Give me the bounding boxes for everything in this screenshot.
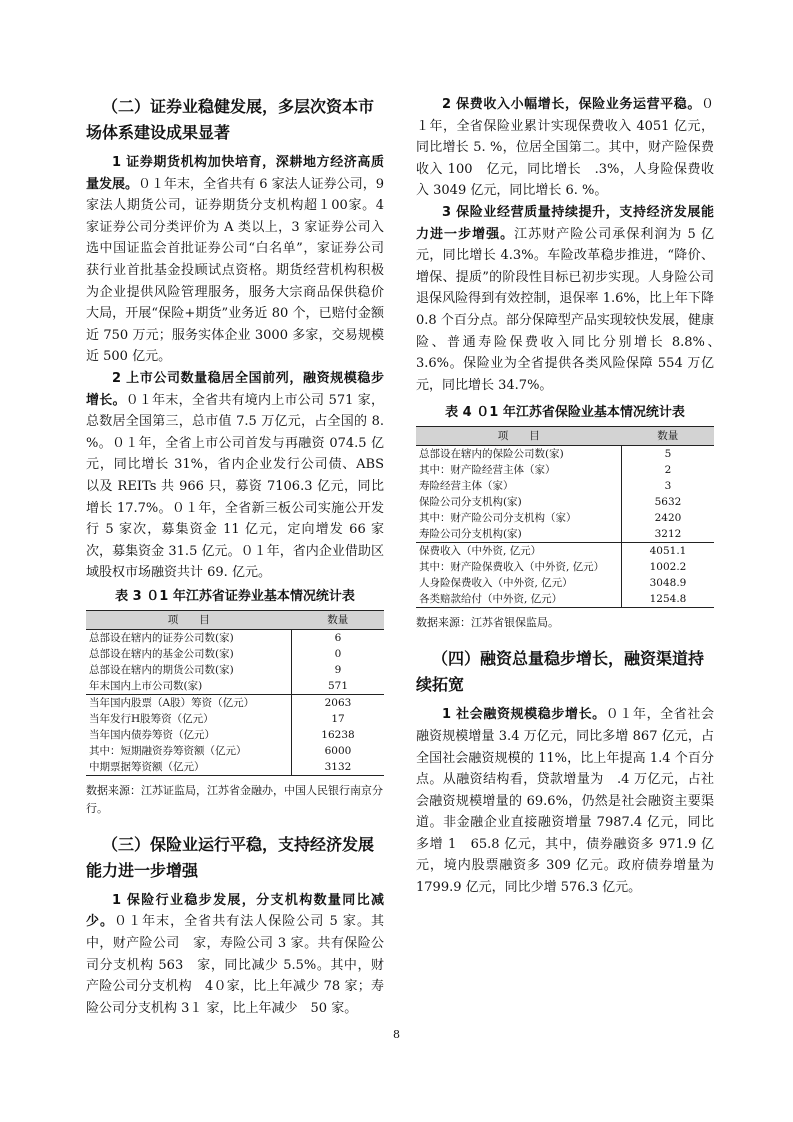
row-label: 其中：短期融资券筹资额（亿元） [89, 744, 247, 757]
table-row [86, 629, 384, 646]
row-value: 3132 [292, 759, 385, 776]
table-row [416, 510, 714, 526]
header-quantity: 数量 [292, 610, 385, 629]
row-value: 4051.1 [622, 543, 715, 560]
row-label: 总部设在辖内的保险公司数(家) [419, 448, 564, 461]
row-value: 5 [622, 446, 715, 463]
row-value: 2420 [622, 510, 715, 526]
header-item: 项 目 [86, 610, 292, 629]
row-value: 3 [622, 478, 715, 494]
row-value: 6 [292, 629, 385, 646]
table-header-row [416, 427, 714, 446]
table-row [86, 694, 384, 711]
table-row [416, 478, 714, 494]
paragraph-lead: 2 保费收入小幅增长，保险业务运营平稳。 [442, 97, 701, 112]
paragraph-text: ０１年，全省社会融资规模增量 3.4 万亿元，同比多增 867 亿元，占全国社会融资规模的 11%，比上年提高 1.4 个百分点。从融资结构看，贷款增量为 .4 万亿元，占社会融资规模增量的 69.6%，仍然是社会融资主要渠道。非金融企业直接融资增量 7987.4 亿元，同比多增 1 65.8 亿元，其中，债券融资多 971.9 亿元，境内股票融资多 309 亿元。政府债券增量为 1799.9 亿元，同比少增 576.3 亿元。 [416, 707, 714, 896]
row-label: 年末国内上市公司数(家) [89, 679, 203, 692]
paragraph-lead: 1 证券期货机构加快培育，深耕地方经济高质量发展。 [86, 155, 384, 192]
row-label: 保险公司分支机构(家) [419, 496, 522, 509]
paragraph-premium-income [416, 94, 714, 202]
table-row [86, 759, 384, 776]
section-heading-insurance: （三）保险业运行平稳，支持经济发展能力进一步增强 [86, 834, 375, 880]
table-row [416, 446, 714, 463]
table-row [416, 494, 714, 510]
row-label: 总部设在辖内的期货公司数(家) [89, 663, 234, 676]
row-label: 其中：财产险公司分支机构（家） [419, 512, 577, 525]
left-column [86, 94, 384, 1019]
row-label: 寿险公司分支机构(家) [419, 528, 522, 541]
table-row [86, 678, 384, 695]
row-value: 9 [292, 662, 385, 678]
paragraph-insurance-quality [416, 202, 728, 396]
row-value: 16238 [292, 727, 385, 743]
table-3-securities [86, 610, 384, 776]
row-label: 其中：财产险经营主体（家） [419, 464, 556, 477]
paragraph-social-financing [416, 704, 714, 898]
table-row [86, 662, 384, 678]
row-value: 3212 [622, 526, 715, 543]
row-label: 总部设在辖内的证券公司数(家) [89, 631, 234, 644]
table-row [416, 543, 714, 560]
row-label: 其中：财产险保费收入（中外资, 亿元） [419, 561, 605, 574]
table-4-insurance [416, 426, 714, 608]
row-label: 中期票据筹资额（亿元） [86, 759, 292, 776]
section-heading-securities: （二）证券业稳健发展，多层次资本市场体系建设成果显著 [86, 97, 375, 142]
header-item: 项 目 [416, 427, 622, 446]
section-heading-financing: （四）融资总量稳步增长，融资渠道持续拓宽 [416, 649, 705, 695]
row-label: 寿险经营主体（家） [419, 480, 514, 493]
table-row [86, 646, 384, 662]
header-quantity: 数量 [622, 427, 715, 446]
paragraph-text: ０１年末，全省共有法人保险公司 5 家。其中，财产险公司 家，寿险公司 3 家。共有保险公司分支机构 563 家，同比减少 5.5%。其中，财产险公司分支机构 4０家，比上年减少 78 家；寿险公司分支机构 3１ 家，比上年减少 50 家。 [86, 914, 384, 1016]
row-value: 2063 [292, 694, 385, 711]
row-value: 1254.8 [622, 591, 715, 608]
row-value: 17 [292, 711, 385, 727]
row-value: 571 [292, 678, 385, 695]
row-label: 当年发行H股筹资（亿元） [89, 712, 214, 725]
paragraph-text: ０１年，全省保险业累计实现保费收入 4051 亿元，同比增长 5. %，位居全国第二。其中，财产险保费收入 100 亿元，同比增长 .3%，人身险保费收入 3049 亿元，同比增长 6. %。 [416, 97, 714, 199]
table-row [416, 462, 714, 478]
row-value: 2 [622, 462, 715, 478]
row-label: 当年国内债券筹资（亿元） [89, 728, 215, 741]
row-value: 1002.2 [622, 559, 715, 575]
table-row [416, 575, 714, 591]
paragraph-lead: 1 保险行业稳步发展，分支机构数量同比减少。 [86, 892, 384, 930]
table-row [86, 727, 384, 743]
table-row [86, 743, 384, 759]
table-row [416, 559, 714, 575]
paragraph-text: ０１年末，全省共有 6 家法人证券公司，9 家法人期货公司，证券期货分支机构超１00家。4 家证券公司分类评价为 A 类以上，3 家证券公司入选中国证监会首批证券公司“白名单”，家证券公司获行业首批基金投顾试点资格。期货经营机构积极为企业提供风险管理服务，服务大宗商品保供稳价大局，开展“保险+期货”业务近 80 个，已赔付金额近 750 万元；服务实体企业 3000 多家，交易规模近 500 亿元。 [86, 176, 384, 365]
table-4-source: 数据来源：江苏省银保监局。 [416, 616, 559, 630]
paragraph-text: 江苏财产险公司承保利润为 5 亿元，同比增长 4.3%。车险改革稳步推进，“降价、增保、提质”的阶段性目标已初步实现。人身险公司退保风险得到有效控制，退保率 1.6%，比上年下降 0.8 个百分点。部分保障型产品实现较快发展，健康险、普通寿险保费收入同比分别增长 8.8%、 3.6%。保险业为全省提供各类风险保障 554 万亿元，同比增长 34.7%。 [416, 226, 728, 393]
paragraph-lead: 2 上市公司数量稳居全国前列，融资规模稳步增长。 [86, 370, 384, 408]
table-3-source: 数据来源：江苏证监局，江苏省金融办，中国人民银行南京分行。 [86, 783, 383, 815]
table-row [86, 711, 384, 727]
table-4-caption: 表 4 ０1 年江苏省保险业基本情况统计表 [445, 405, 685, 421]
row-value: 0 [292, 646, 385, 662]
page-number: 8 [393, 1028, 400, 1041]
paragraph-lead: 3 保险业经营质量持续提升，支持经济发展能力进一步增强。 [416, 204, 714, 242]
paragraph-securities-institutions [86, 152, 384, 368]
right-column [416, 94, 728, 899]
table-header-row [86, 610, 384, 629]
paragraph-insurance-institutions [86, 890, 384, 1020]
table-3-caption: 表 3 ０1 年江苏省证券业基本情况统计表 [115, 588, 355, 604]
row-value: 6000 [292, 743, 385, 759]
table-row [416, 591, 714, 608]
row-value: 5632 [622, 494, 715, 510]
paragraph-text: ０１年末，全省共有境内上市公司 571 家，总数居全国第三，总市值 7.5 万亿元，占全国的 8. %。０１年，全省上市公司首发与再融资 074.5 亿元，同比增长 31%，省内企业发行公司债、ABS 以及 REITs 共 966 只，募资 7106.3 亿元，同比增长 17.7%。０１年，全省新三板公司实施公开发行 5 家次，募集资金 11 亿元，定向增发 66 家次，募集资金 31.5 亿元。０１年，省内企业借助区域股权市场融资共计 69. 亿元。 [86, 392, 384, 581]
row-label: 人身险保费收入（中外资, 亿元） [419, 577, 573, 590]
row-label: 各类赔款给付（中外资, 亿元） [416, 591, 622, 608]
row-label: 保费收入（中外资, 亿元） [416, 543, 622, 560]
row-label: 总部设在辖内的基金公司数(家) [89, 647, 234, 660]
row-label: 当年国内股票（A股）筹资（亿元） [86, 694, 292, 711]
row-value: 3048.9 [622, 575, 715, 591]
paragraph-lead: 1 社会融资规模稳步增长。 [442, 707, 606, 723]
table-row [416, 526, 714, 543]
paragraph-listed-companies [86, 368, 384, 584]
